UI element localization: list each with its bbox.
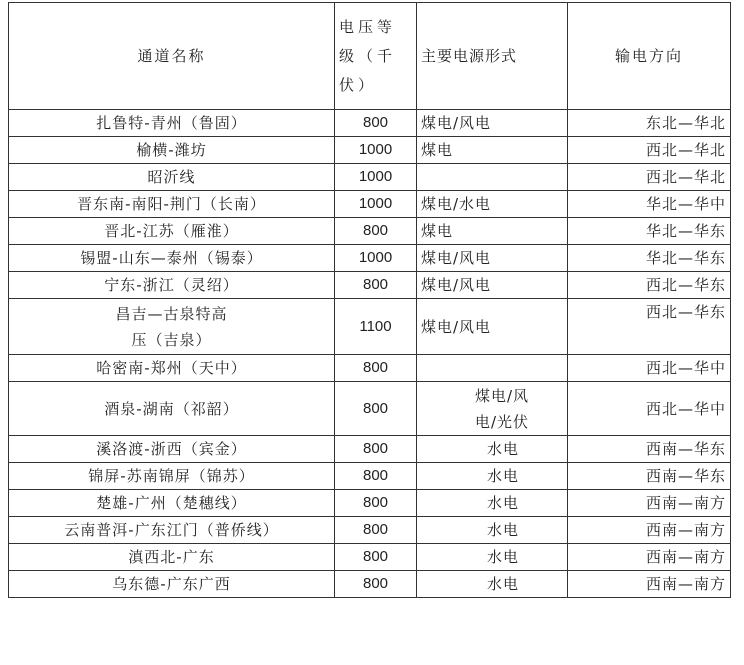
cell-voltage: 800 xyxy=(335,436,417,463)
cell-source xyxy=(417,164,568,191)
cell-voltage: 1000 xyxy=(335,164,417,191)
cell-direction: 西北—华北 xyxy=(568,164,731,191)
cell-name: 昌吉—古泉特高压（吉泉） xyxy=(9,299,335,355)
cell-source: 煤电/风电 xyxy=(417,110,568,137)
cell-name: 扎鲁特-青州（鲁固） xyxy=(9,110,335,137)
cell-voltage: 800 xyxy=(335,571,417,598)
cell-direction: 西南—华东 xyxy=(568,436,731,463)
cell-voltage: 800 xyxy=(335,382,417,436)
cell-name: 榆横-潍坊 xyxy=(9,137,335,164)
cell-voltage: 800 xyxy=(335,355,417,382)
cell-voltage: 800 xyxy=(335,110,417,137)
cell-source: 水电 xyxy=(417,463,568,490)
cell-name: 昭沂线 xyxy=(9,164,335,191)
cell-voltage: 800 xyxy=(335,517,417,544)
cell-direction: 西南—南方 xyxy=(568,571,731,598)
cell-source: 煤电/风电 xyxy=(417,299,568,355)
cell-voltage: 1000 xyxy=(335,137,417,164)
cell-direction: 西北—华东 xyxy=(568,272,731,299)
table-row xyxy=(9,245,731,272)
cell-direction: 西北—华东 xyxy=(568,299,731,355)
cell-name: 哈密南-郑州（天中） xyxy=(9,355,335,382)
cell-source: 水电 xyxy=(417,544,568,571)
cell-voltage: 1000 xyxy=(335,245,417,272)
table-row xyxy=(9,355,731,382)
cell-name: 晋东南-南阳-荆门（长南） xyxy=(9,191,335,218)
table-row xyxy=(9,218,731,245)
header-voltage: 电压等级（千伏） xyxy=(335,3,417,110)
table-row xyxy=(9,571,731,598)
cell-voltage: 800 xyxy=(335,463,417,490)
table-row xyxy=(9,544,731,571)
cell-voltage: 1000 xyxy=(335,191,417,218)
cell-name: 酒泉-湖南（祁韶） xyxy=(9,382,335,436)
table-row xyxy=(9,490,731,517)
cell-voltage: 800 xyxy=(335,218,417,245)
cell-voltage: 800 xyxy=(335,544,417,571)
header-direction: 输电方向 xyxy=(568,3,731,110)
cell-name: 乌东德-广东广西 xyxy=(9,571,335,598)
cell-direction: 华北—华中 xyxy=(568,191,731,218)
cell-source: 水电 xyxy=(417,490,568,517)
table-row xyxy=(9,382,731,436)
cell-name: 滇西北-广东 xyxy=(9,544,335,571)
cell-voltage: 1100 xyxy=(335,299,417,355)
cell-source: 煤电/风电 xyxy=(417,245,568,272)
cell-name: 溪洛渡-浙西（宾金） xyxy=(9,436,335,463)
cell-source: 煤电 xyxy=(417,218,568,245)
cell-name: 宁东-浙江（灵绍） xyxy=(9,272,335,299)
table-row xyxy=(9,164,731,191)
cell-source: 水电 xyxy=(417,436,568,463)
cell-voltage: 800 xyxy=(335,272,417,299)
table-row xyxy=(9,272,731,299)
cell-source xyxy=(417,355,568,382)
cell-name: 云南普洱-广东江门（普侨线） xyxy=(9,517,335,544)
cell-direction: 西南—华东 xyxy=(568,463,731,490)
cell-source: 煤电/风电 xyxy=(417,272,568,299)
table-row xyxy=(9,191,731,218)
cell-direction: 华北—华东 xyxy=(568,245,731,272)
table-row xyxy=(9,436,731,463)
cell-source: 煤电/水电 xyxy=(417,191,568,218)
table-row xyxy=(9,517,731,544)
transmission-table xyxy=(8,2,731,598)
cell-direction: 西南—南方 xyxy=(568,544,731,571)
cell-direction: 东北—华北 xyxy=(568,110,731,137)
cell-direction: 西北—华中 xyxy=(568,382,731,436)
header-name: 通道名称 xyxy=(9,3,335,110)
table-row xyxy=(9,137,731,164)
cell-name: 锦屏-苏南锦屏（锦苏） xyxy=(9,463,335,490)
header-source: 主要电源形式 xyxy=(417,3,568,110)
cell-name: 晋北-江苏（雁淮） xyxy=(9,218,335,245)
table-header-row xyxy=(9,3,731,110)
table-row xyxy=(9,463,731,490)
cell-source: 煤电 xyxy=(417,137,568,164)
cell-source: 水电 xyxy=(417,517,568,544)
cell-name: 锡盟-山东—泰州（锡泰） xyxy=(9,245,335,272)
table-row xyxy=(9,110,731,137)
cell-source: 水电 xyxy=(417,571,568,598)
cell-direction: 西北—华中 xyxy=(568,355,731,382)
table-row xyxy=(9,299,731,355)
cell-name: 楚雄-广州（楚穗线） xyxy=(9,490,335,517)
cell-direction: 西北—华北 xyxy=(568,137,731,164)
cell-direction: 华北—华东 xyxy=(568,218,731,245)
cell-direction: 西南—南方 xyxy=(568,490,731,517)
cell-voltage: 800 xyxy=(335,490,417,517)
cell-source: 煤电/风电/光伏 xyxy=(417,382,568,436)
cell-direction: 西南—南方 xyxy=(568,517,731,544)
